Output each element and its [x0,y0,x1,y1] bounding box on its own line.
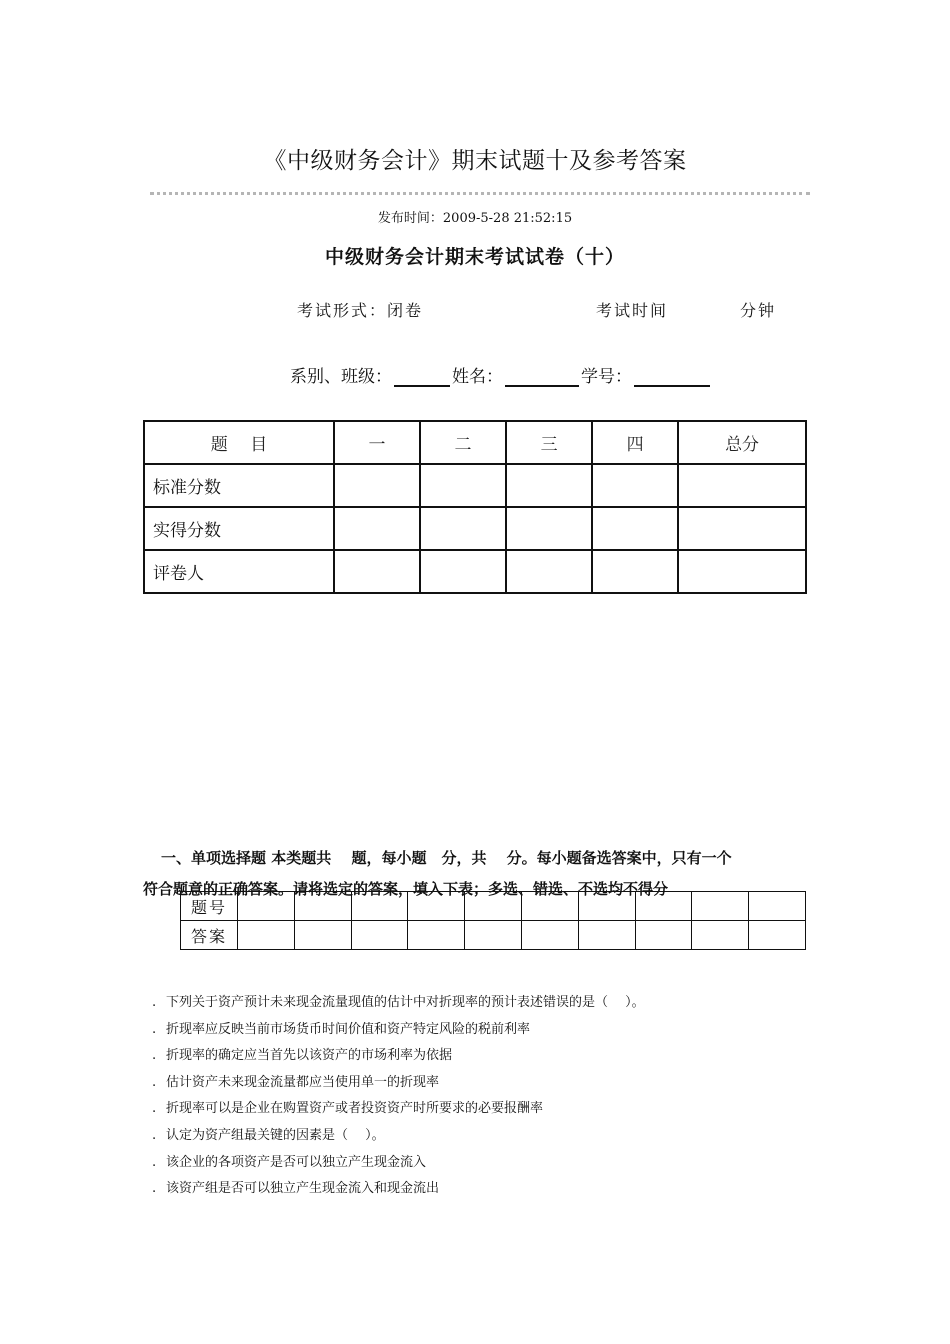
exam-title: 中级财务会计期末考试试卷（十） [324,246,625,268]
score-row [144,550,806,593]
score-cell[interactable] [334,550,420,593]
answer-cell[interactable] [465,921,522,950]
option-line: . 折现率的确定应当首先以该资产的市场利率为依据 [152,1048,453,1064]
score-cell[interactable] [506,464,592,507]
answer-cell[interactable] [749,921,806,950]
option-line: . 折现率应反映当前市场货币时间价值和资产特定风险的税前利率 [152,1021,531,1037]
answer-cell[interactable] [521,921,578,950]
option-text: 折现率可以是企业在购置资产或者投资资产时所要求的必要报酬率 [166,1101,544,1117]
publish-label: 发布时间： [377,211,443,226]
score-cell[interactable] [334,464,420,507]
publish-time: 2009-5-28 21:52:15 [442,211,573,226]
answer-cell[interactable] [294,921,351,950]
answer-number-row [181,892,806,921]
exam-time-label: 考试时间 [596,301,669,320]
score-cell[interactable] [420,550,506,593]
answer-cell[interactable] [238,921,295,950]
score-cell[interactable] [420,507,506,550]
answer-table [180,891,806,950]
score-header-cell: 一 [334,421,420,464]
id-blank[interactable] [634,367,710,387]
question-text: 认定为资产组最关键的因素是（ ）。 [166,1127,385,1143]
minutes-label: 分钟 [740,301,777,320]
score-row [144,464,806,507]
class-label: 系别、班级： [290,367,392,387]
option-line: . 该资产组是否可以独立产生现金流入和现金流出 [152,1181,440,1197]
option-line: . 估计资产未来现金流量都应当使用单一的折现率 [152,1074,440,1090]
score-cell[interactable] [678,550,806,593]
answer-cell[interactable] [692,921,749,950]
document-title: 《中级财务会计》期末试题十及参考答案 [263,148,687,174]
answer-cell[interactable] [351,921,408,950]
score-header-cell: 二 [420,421,506,464]
publish-info [0,207,950,226]
score-cell[interactable] [592,550,678,593]
score-cell[interactable] [506,507,592,550]
answer-row-label: 题号 [181,892,238,921]
score-row [144,507,806,550]
score-cell[interactable] [334,507,420,550]
class-blank[interactable] [394,367,450,387]
name-blank[interactable] [505,367,579,387]
score-table [143,420,807,594]
answer-cell[interactable] [635,921,692,950]
score-row-label: 标准分数 [144,464,334,507]
question-text: 下列关于资产预计未来现金流量现值的估计中对折现率的预计表述错误的是（ ）。 [166,995,645,1010]
answer-cell[interactable] [578,921,635,950]
question-line: . 下列关于资产预计未来现金流量现值的估计中对折现率的预计表述错误的是（ ）。 [152,995,645,1010]
answer-row [181,921,806,950]
option-text: 折现率的确定应当首先以该资产的市场利率为依据 [166,1048,453,1064]
answer-cell[interactable] [408,921,465,950]
number-cell [465,892,522,921]
score-cell[interactable] [678,507,806,550]
score-header-cell: 题 目 [144,421,334,464]
number-cell [692,892,749,921]
option-text: 估计资产未来现金流量都应当使用单一的折现率 [166,1074,440,1090]
number-cell [635,892,692,921]
score-header-row [144,421,806,464]
number-cell [578,892,635,921]
number-cell [294,892,351,921]
exam-form: 考试形式：闭卷 [297,301,424,320]
score-header-cell: 四 [592,421,678,464]
student-info-line [290,362,712,387]
score-cell[interactable] [592,464,678,507]
section-one-line-2: 符合题意的正确答案。请将选定的答案，填入下表；多选、错选、不选均不得分 [143,880,669,898]
option-text: 该资产组是否可以独立产生现金流入和现金流出 [166,1181,440,1197]
score-row-label: 评卷人 [144,550,334,593]
question-list [152,990,645,1203]
number-cell [408,892,465,921]
name-label: 姓名： [452,367,503,387]
answer-row-label: 答案 [181,921,238,950]
option-line: . 折现率可以是企业在购置资产或者投资资产时所要求的必要报酬率 [152,1101,544,1117]
score-header-cell: 总分 [678,421,806,464]
option-line: . 该企业的各项资产是否可以独立产生现金流入 [152,1154,427,1170]
score-header-cell: 三 [506,421,592,464]
number-cell [749,892,806,921]
number-cell [238,892,295,921]
section-one-line-1: 一、单项选择题 本类题共 题，每小题 分，共 分。每小题备选答案中，只有一个 [161,849,732,867]
question-line: . 认定为资产组最关键的因素是（ ）。 [152,1127,385,1143]
dotted-divider [150,192,810,195]
number-cell [351,892,408,921]
score-cell[interactable] [592,507,678,550]
score-cell[interactable] [420,464,506,507]
score-row-label: 实得分数 [144,507,334,550]
option-text: 该企业的各项资产是否可以独立产生现金流入 [166,1154,427,1170]
id-label: 学号： [581,367,632,387]
option-text: 折现率应反映当前市场货币时间价值和资产特定风险的税前利率 [166,1021,531,1037]
score-cell[interactable] [506,550,592,593]
score-cell[interactable] [678,464,806,507]
number-cell [521,892,578,921]
